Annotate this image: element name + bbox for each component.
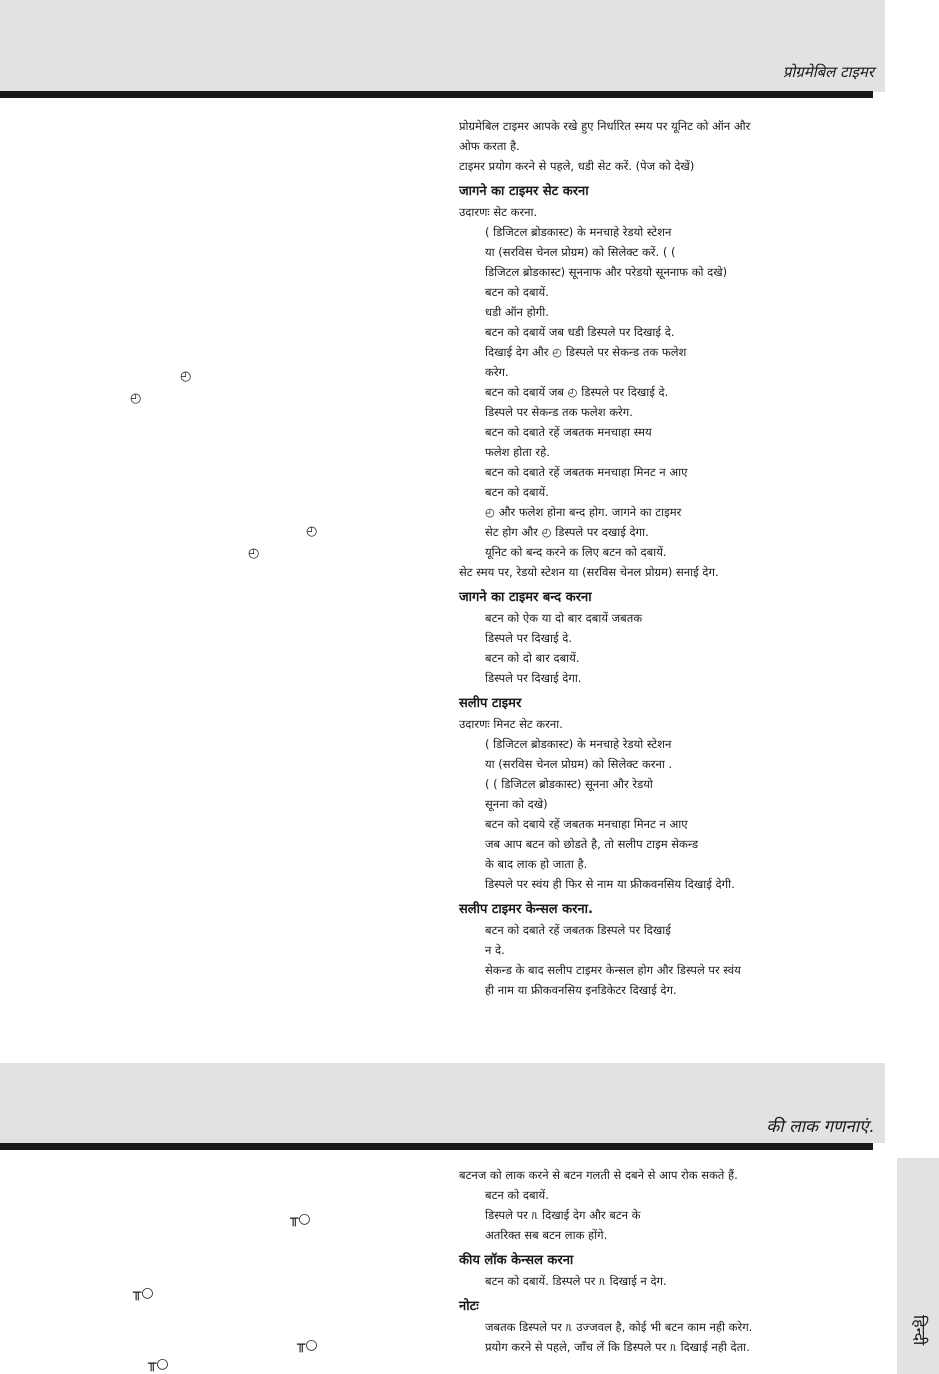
intro-line: प्रोग्रमेबिल टाइमर आपके रखे हुए निर्धारित स्मय पर यूनिट को ऑन और [459, 119, 751, 133]
header-rule [0, 91, 873, 98]
step-line: उदारणः मिनट सेट करना. [459, 717, 563, 731]
key-lock-icon: ╥○ [290, 1211, 311, 1227]
step-line: सेट स्मय पर, रेडयो स्टेशन या (सरविस चेनल प्रोग्रम) सनाई देग. [459, 565, 719, 579]
step-line: डिस्पले पर सेकन्ड तक फलेश करेग. [485, 405, 633, 419]
step-line: या (सरविस चेनल प्रोग्रम) को सिलेक्ट करें. ( ( [485, 245, 676, 259]
step-line: डिस्पले पर दिखाई देगा. [485, 671, 582, 685]
step-line: अतरिक्त सब बटन लाक होंगे. [485, 1228, 608, 1242]
step-line: के बाद लाक हो जाता है. [485, 857, 588, 871]
clock-icon: ◴ [306, 524, 318, 539]
step-line: सूनना को दखे) [485, 797, 548, 811]
step-line: ही नाम या फ्रीकवनसिय इनडिकेटर दिखाई देग. [485, 983, 677, 997]
step-line: बटन को दबाये रहें जबतक मनचाहा मिनट न आए [485, 817, 688, 831]
section-band [0, 1063, 885, 1143]
sleep-heading: सलीप टाइमर [459, 696, 522, 711]
header-band [0, 0, 885, 92]
clock-icon: ◴ [248, 546, 260, 561]
section-rule [0, 1143, 873, 1150]
step-line: डिजिटल ब्रोडकास्ट) सूननाफ और परेडयो सूननाफ को दखे) [485, 265, 728, 279]
step-line: बटन को दो बार दबायें. [485, 651, 580, 665]
step-line: उदारणः सेट करना. [459, 205, 538, 219]
sleep-cancel-heading: सलीप टाइमर केन्सल करना. [459, 902, 593, 917]
step-line: बटन को दबाते रहें जबतक मनचाहा स्मय [485, 425, 652, 439]
clock-icon: ◴ [180, 369, 192, 384]
step-line: डिस्पले पर दिखाई दे. [485, 631, 573, 645]
key-lock-icon: ╥○ [148, 1356, 169, 1372]
step-line: जब आप बटन को छोडते है, तो सलीप टाइम सेकन्ड [485, 837, 699, 851]
note-line: जबतक डिस्पले पर ᥰ उज्जवल है, कोई भी बटन काम नही करेग. [485, 1320, 753, 1334]
step-line: डिस्पले पर ᥰ दिखाई देग और बटन के [485, 1208, 641, 1222]
step-line: ◴ और फलेश होना बन्द होग. जागने का टाइमर [485, 505, 682, 519]
step-line: ( डिजिटल ब्रोडकास्ट) के मनचाहे रेडयो स्टेशन [485, 225, 672, 239]
intro-line: टाइमर प्रयोग करने से पहले, धडी सेट करें. (पेज को देखें) [459, 159, 695, 173]
note-line: प्रयोग करने से पहले, जाँच लें कि डिस्पले पर ᥰ दिखाई नही देता. [485, 1340, 750, 1354]
step-line: यूनिट को बन्द करने क लिए बटन को दबायें. [485, 545, 667, 559]
wake-cancel-heading: जागने का टाइमर बन्द करना [459, 590, 592, 605]
step-line: ( डिजिटल ब्रोडकास्ट) के मनचाहे रेडयो स्टेशन [485, 737, 672, 751]
step-line: बटन को दबायें. [485, 485, 549, 499]
lock-cancel-heading: कीय लॉक केन्सल करना [459, 1253, 574, 1268]
step-line: सेट होग और ◴ डिस्पले पर दखाई देगा. [485, 525, 649, 539]
step-line: फलेश होता रहे. [485, 445, 550, 459]
step-line: दिखाई देग और ◴ डिस्पले पर सेकन्ड तक फलेश [485, 345, 687, 359]
clock-icon: ◴ [130, 391, 142, 406]
step-line: सेकन्ड के बाद सलीप टाइमर केन्सल होग और डिस्पले पर स्वंय [485, 963, 741, 977]
key-lock-icon: ╥○ [297, 1337, 318, 1353]
step-line: न दे. [485, 943, 505, 957]
step-line: बटन को दबायें जब धडी डिस्पले पर दिखाई दे. [485, 325, 675, 339]
section-title: की लाक गणनाएं. [766, 1117, 874, 1137]
step-line: बटन को दबायें. [485, 1188, 549, 1202]
step-line: बटन को दबायें. [485, 285, 549, 299]
key-lock-icon: ╥○ [133, 1285, 154, 1301]
step-line: बटन को दबाते रहें जबतक मनचाहा मिनट न आए [485, 465, 688, 479]
step-line: बटन को दबायें जब ◴ डिस्पले पर दिखाई दे. [485, 385, 669, 399]
page-title: प्रोग्रमेबिल टाइमर [782, 63, 874, 81]
wake-set-heading: जागने का टाइमर सेट करना [459, 184, 589, 199]
timer-content [459, 116, 884, 1000]
intro-line: बटनज को लाक करने से बटन गलती से दबने से आप रोक सकते हैं. [459, 1168, 738, 1182]
step-line: या (सरविस चेनल प्रोग्रम) को सिलेक्ट करना . [485, 757, 673, 771]
step-line: करेग. [485, 365, 509, 379]
step-line: बटन को दबायें. डिस्पले पर ᥰ दिखाई न देग. [485, 1274, 667, 1288]
step-line: बटन को दबाते रहें जबतक डिस्पले पर दिखाई [485, 923, 671, 937]
step-line: ( ( डिजिटल ब्रोडकास्ट) सूनना और रेडयो [485, 777, 653, 791]
step-line: धडी ऑन होगी. [485, 305, 549, 319]
intro-line: ओफ करता है. [459, 139, 520, 153]
note-heading: नोटः [459, 1299, 479, 1314]
step-line: डिस्पले पर स्वंय ही फिर से नाम या फ्रीकवनसिय दिखाई देगी. [485, 877, 735, 891]
step-line: बटन को ऐक या दो बार दबायें जबतक [485, 611, 643, 625]
language-tab-label: हिन्दी [910, 1315, 929, 1346]
key-lock-content [459, 1165, 884, 1357]
